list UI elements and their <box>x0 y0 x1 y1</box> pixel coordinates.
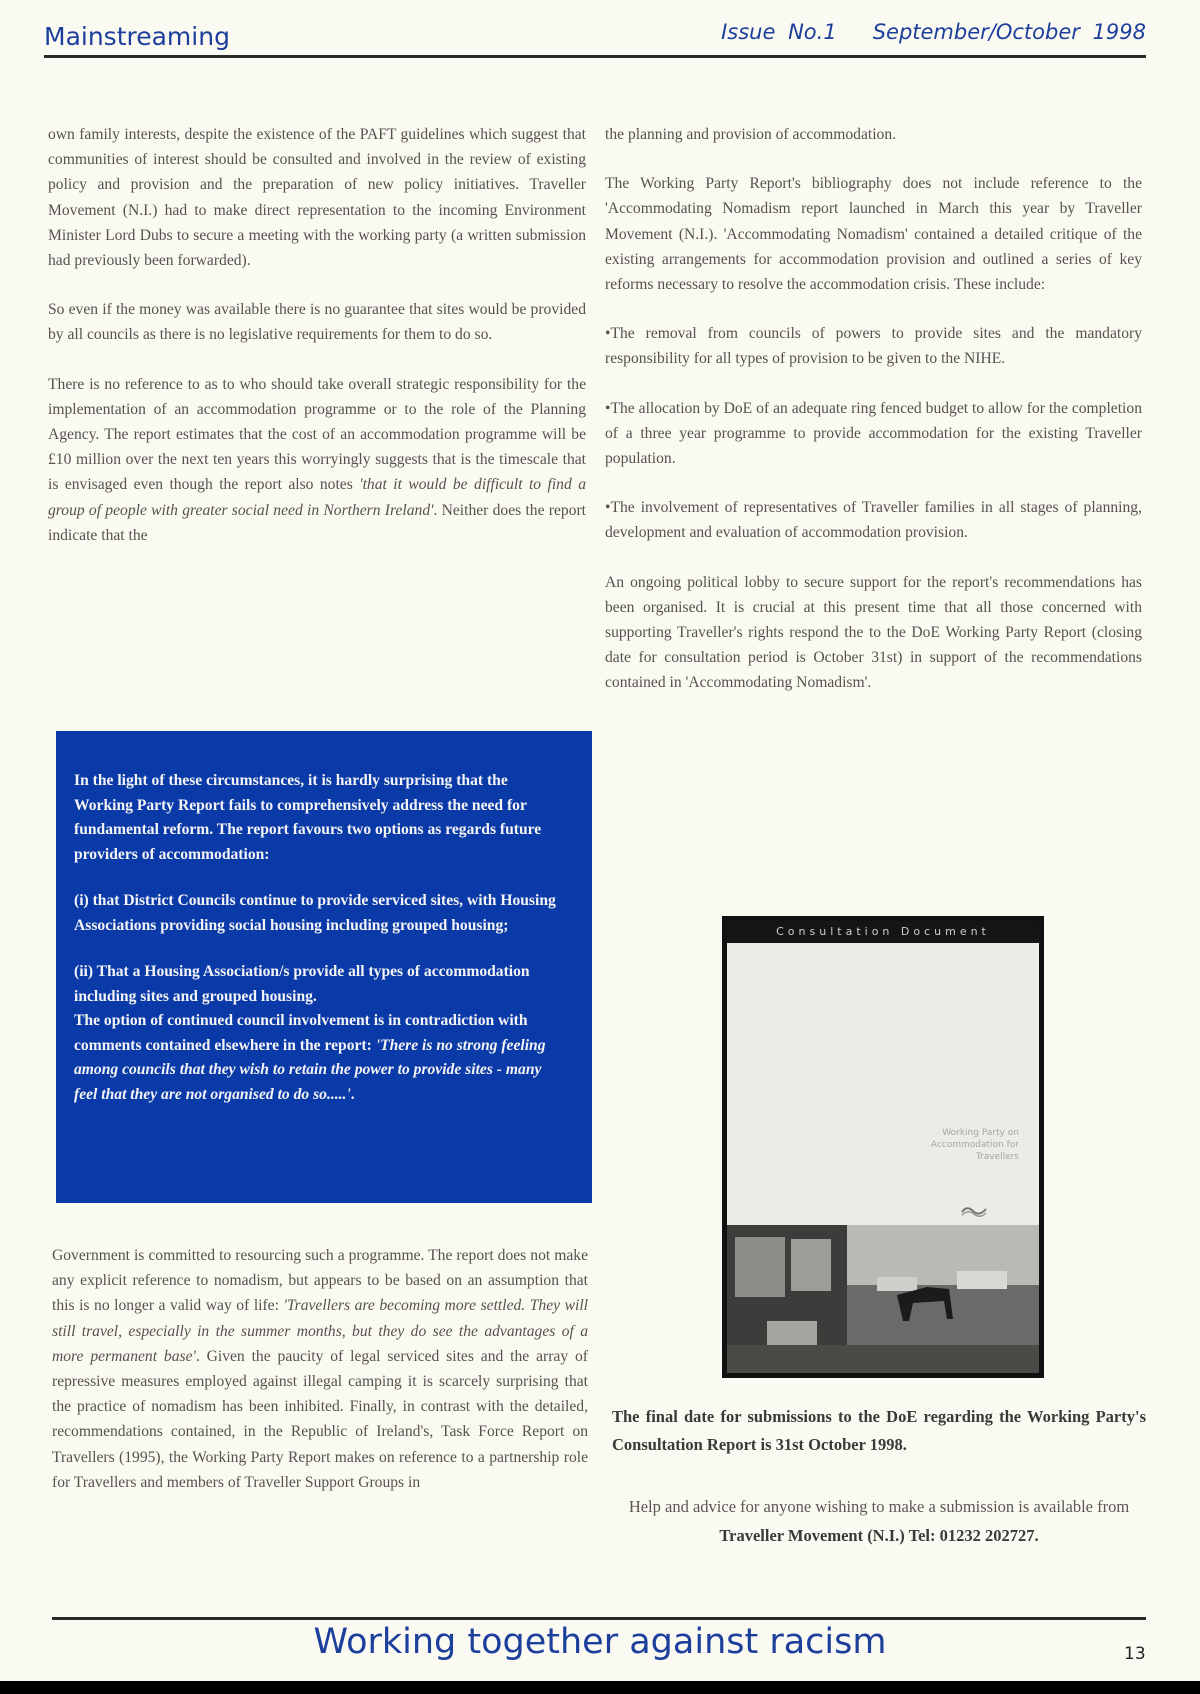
footer-slogan: Working together against racism <box>313 1622 887 1662</box>
box-option-2: (ii) That a Housing Association/s provide all types of accommodation including sites and grouped housing. <box>74 963 530 1005</box>
page-number: 13 <box>1124 1644 1146 1664</box>
document-title: Working Party on Accommodation for Travellers <box>930 1128 1019 1162</box>
scan-bottom-edge <box>0 1681 1200 1694</box>
right-paragraph-2: The Working Party Report's bibliography does not include reference to the 'Accommodating Nomadism report launched in March this year by Traveller Movement (N.I.). 'Accommodating Nomadism' contained a detailed critique of the existing arrangements for accommodation provision and outlined a series of key reforms necessary to resolve the accommodation crisis. These include: <box>605 175 1142 294</box>
highlight-box <box>56 731 592 1203</box>
left-p3-quote: 'that it would be difficult to find a group of people with greater social need in Northern Ireland' <box>48 476 587 519</box>
left-p3-end: . Neither does the report indicate that the <box>48 501 586 544</box>
reform-bullet-1: •The removal from councils of powers to provide sites and the mandatory responsibility for all types of provision to be given to the NIHE. <box>605 325 1142 368</box>
box-paragraph-1: In the light of these circumstances, it is hardly surprising that the Working Party Report fails to comprehensively address the need for fundamental reform. The report favours two options as regards future providers of accommodation: <box>74 772 542 863</box>
left-paragraph-1: own family interests, despite the existence of the PAFT guidelines which suggest that communities of interest should be consulted and involved in the review of existing policy and provision and the preparation of new policy initiatives. Traveller Movement (N.I.) had to make direct representation to the incoming Environment Minister Lord Dubs to secure a meeting with the working party (a written submission had previously been forwarded). <box>48 126 586 270</box>
help-text: Help and advice for anyone wishing to make a submission is available from <box>628 1497 1130 1516</box>
issue-info <box>721 20 1146 44</box>
left-paragraph-3 <box>48 372 586 548</box>
traveller-site-photo <box>727 1225 1039 1373</box>
lower-left-end: . Given the paucity of legal serviced sites and the array of repressive measures employed against illegal camping it is scarcely surprising that the practice of nomadism has been inhibited. Finally, in contrast with the detailed, recommendations contained, in the Republic of Ireland's, Task Force Report on Travellers (1995), the Working Party Report makes on reference to a partnership role for Travellers and members of Traveller Support Groups in <box>52 1347 588 1491</box>
right-paragraph-1: the planning and provision of accommodation. <box>605 126 897 143</box>
issue-date: September/October 1998 <box>872 20 1146 44</box>
box-option-1: (i) that District Councils continue to provide serviced sites, with Housing Associations providing social housing including grouped housing; <box>74 892 556 934</box>
doe-logo-icon <box>961 1203 987 1217</box>
lower-left-text: Government is committed to resourcing such a programme. The report does not make any explicit reference to nomadism, but appears to be based on an assumption that this is no longer a valid way of life: <box>52 1247 588 1315</box>
section-title: Mainstreaming <box>44 22 230 51</box>
header-rule <box>44 55 1146 58</box>
box-p4-end: . <box>350 1085 355 1103</box>
lower-left-quote: 'Travellers are becoming more settled. They will still travel, especially in the summer months, but they do see the advantages of a more permanent base' <box>52 1297 588 1365</box>
right-column <box>605 122 1142 720</box>
box-p4-quote: 'There is no strong feeling among councils that they wish to retain the power to provide sites - many feel that they are not organised to do so.....' <box>74 1036 546 1103</box>
reform-bullet-3: •The involvement of representatives of Traveller families in all stages of planning, development and evaluation of accommodation provision. <box>605 499 1142 542</box>
left-p3-text: There is no reference to as to who should take overall strategic responsibility for the implementation of an accommodation programme or to the role of the Planning Agency. The report estimates that the cost of an accommodation programme will be £10 million over the next ten years this worryingly suggests that is the timescale that is envisaged even though the report also notes <box>48 375 586 494</box>
submission-deadline-caption: The final date for submissions to the DoE regarding the Working Party's Consultation Report is 31st October 1998. <box>612 1407 1146 1454</box>
help-org: Traveller Movement (N.I.) Tel: 01232 202727. <box>719 1526 1039 1545</box>
consultation-document-image <box>722 916 1044 1378</box>
issue-number: Issue No.1 <box>721 20 837 44</box>
help-contact <box>612 1492 1146 1550</box>
left-column <box>48 122 586 572</box>
box-paragraph-4 <box>74 1009 568 1107</box>
document-band: Consultation Document <box>727 921 1039 943</box>
lower-left-column <box>52 1243 588 1519</box>
box-p4-text: The option of continued council involvement is in contradiction with comments contained elsewhere in the report: <box>74 1012 528 1054</box>
right-paragraph-3: An ongoing political lobby to secure support for the report's recommendations has been organised. It is crucial at this present time that all those concerned with supporting Traveller's rights respond the to the DoE Working Party Report (closing date for consultation period is October 31st) in support of the recommendations contained in 'Accommodating Nomadism'. <box>605 573 1142 692</box>
reform-bullet-2: •The allocation by DoE of an adequate ring fenced budget to allow for the completion of a three year programme to provide accommodation for the existing Traveller population. <box>605 399 1142 468</box>
lower-left-paragraph <box>52 1243 588 1495</box>
left-paragraph-2: So even if the money was available there is no guarantee that sites would be provided by all councils as there is no legislative requirements for them to do so. <box>48 301 586 344</box>
footer-rule <box>52 1617 1146 1620</box>
